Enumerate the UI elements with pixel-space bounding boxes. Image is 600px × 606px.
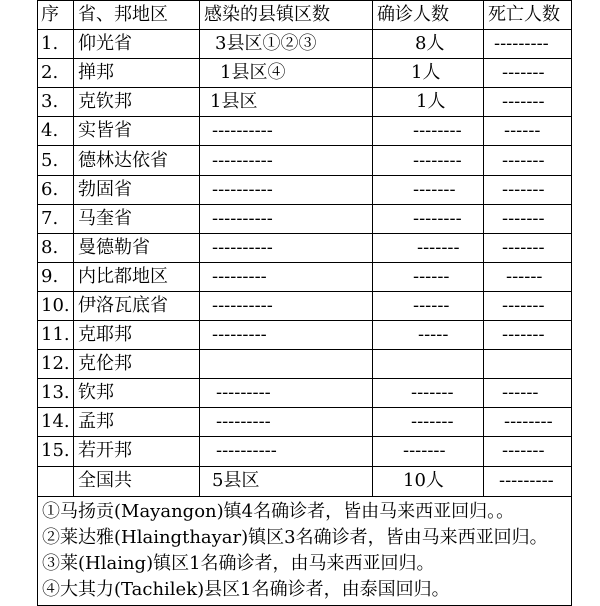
- total-counties: 5县区: [200, 466, 373, 496]
- table-row: [38, 204, 572, 233]
- row-region: 勃固省: [74, 175, 200, 204]
- row-counties: ----------: [200, 175, 373, 204]
- row-counties: 1县区: [200, 88, 373, 117]
- row-region: 克伦邦: [74, 350, 200, 379]
- table-row: [38, 30, 572, 59]
- table-row: [38, 146, 572, 175]
- row-deaths: [484, 350, 572, 379]
- row-counties: ----------: [200, 146, 373, 175]
- row-deaths: ------: [484, 117, 572, 146]
- row-region: 克钦邦: [74, 88, 200, 117]
- row-deaths: -------: [484, 233, 572, 262]
- row-deaths: -------: [484, 175, 572, 204]
- row-seq: 13.: [38, 379, 74, 408]
- case-table-document: [37, 0, 572, 606]
- table-row: [38, 117, 572, 146]
- row-counties: ---------: [200, 379, 373, 408]
- row-deaths: -------: [484, 88, 572, 117]
- total-seq: [38, 466, 74, 496]
- row-counties: ----------: [200, 117, 373, 146]
- row-deaths: -------: [484, 321, 572, 350]
- table-row: [38, 321, 572, 350]
- table-row: [38, 175, 572, 204]
- row-counties: ----------: [200, 437, 373, 466]
- row-region: 钦邦: [74, 379, 200, 408]
- row-seq: 5.: [38, 146, 74, 175]
- row-seq: 7.: [38, 204, 74, 233]
- row-deaths: ---------: [484, 30, 572, 59]
- table-row: [38, 379, 572, 408]
- row-seq: 9.: [38, 262, 74, 291]
- total-label: 全国共: [74, 466, 200, 496]
- footnotes: [38, 496, 572, 605]
- row-seq: 14.: [38, 408, 74, 437]
- table-row: [38, 291, 572, 320]
- row-counties: 1县区④: [200, 59, 373, 88]
- row-confirmed: 8人: [373, 30, 484, 59]
- row-region: 实皆省: [74, 117, 200, 146]
- row-seq: 6.: [38, 175, 74, 204]
- row-counties: [200, 350, 373, 379]
- row-seq: 1.: [38, 30, 74, 59]
- row-confirmed: --------: [373, 117, 484, 146]
- row-counties: ---------: [200, 262, 373, 291]
- row-region: 德林达依省: [74, 146, 200, 175]
- row-confirmed: -------: [373, 379, 484, 408]
- row-seq: 2.: [38, 59, 74, 88]
- row-confirmed: -----: [373, 321, 484, 350]
- row-region: 曼德勒省: [74, 233, 200, 262]
- row-confirmed: -------: [373, 233, 484, 262]
- table-row: [38, 350, 572, 379]
- row-deaths: ------: [484, 379, 572, 408]
- header-counties: 感染的县镇区数: [200, 1, 373, 30]
- row-confirmed: -------: [373, 408, 484, 437]
- row-counties: ---------: [200, 321, 373, 350]
- row-counties: ----------: [200, 291, 373, 320]
- row-confirmed: 1人: [373, 59, 484, 88]
- header-deaths: 死亡人数: [484, 1, 572, 30]
- row-region: 克耶邦: [74, 321, 200, 350]
- row-region: 仰光省: [74, 30, 200, 59]
- notes-row: [38, 496, 572, 605]
- row-confirmed: --------: [373, 146, 484, 175]
- row-seq: 15.: [38, 437, 74, 466]
- header-seq: 序: [38, 1, 74, 30]
- row-region: 内比都地区: [74, 262, 200, 291]
- row-seq: 12.: [38, 350, 74, 379]
- total-confirmed: 10人: [373, 466, 484, 496]
- case-table: [37, 0, 572, 606]
- row-deaths: -------: [484, 59, 572, 88]
- table-row: [38, 59, 572, 88]
- footnote-line: ①马扬贡(Mayangon)镇4名确诊者，皆由马来西亚回归。。: [42, 500, 515, 522]
- row-deaths: -------: [484, 204, 572, 233]
- total-row: [38, 466, 572, 496]
- row-confirmed: --------: [373, 204, 484, 233]
- header-region: 省、邦地区: [74, 1, 200, 30]
- row-confirmed: [373, 350, 484, 379]
- row-deaths: -------: [484, 291, 572, 320]
- row-seq: 10.: [38, 291, 74, 320]
- row-confirmed: ------: [373, 291, 484, 320]
- total-deaths: ---------: [484, 466, 572, 496]
- row-seq: 4.: [38, 117, 74, 146]
- row-confirmed: ------: [373, 262, 484, 291]
- row-confirmed: 1人: [373, 88, 484, 117]
- row-deaths: -------: [484, 437, 572, 466]
- row-counties: ---------: [200, 408, 373, 437]
- footnote-line: ②莱达雅(Hlaingthayar)镇区3名确诊者，皆由马来西亚回归。: [42, 526, 548, 548]
- table-row: [38, 88, 572, 117]
- row-counties: 3县区①②③: [200, 30, 373, 59]
- table-row: [38, 262, 572, 291]
- row-deaths: ------: [484, 262, 572, 291]
- table-row: [38, 408, 572, 437]
- header-confirmed: 确诊人数: [373, 1, 484, 30]
- row-seq: 8.: [38, 233, 74, 262]
- row-seq: 11.: [38, 321, 74, 350]
- row-counties: ----------: [200, 233, 373, 262]
- row-region: 掸邦: [74, 59, 200, 88]
- row-deaths: --------: [484, 408, 572, 437]
- row-region: 马奎省: [74, 204, 200, 233]
- row-seq: 3.: [38, 88, 74, 117]
- row-confirmed: -------: [373, 437, 484, 466]
- table-row: [38, 233, 572, 262]
- row-counties: ----------: [200, 204, 373, 233]
- footnote-line: ③莱(Hlaing)镇区1名确诊者，由马来西亚回归。: [42, 552, 435, 574]
- table-row: [38, 437, 572, 466]
- row-region: 若开邦: [74, 437, 200, 466]
- row-region: 伊洛瓦底省: [74, 291, 200, 320]
- row-region: 孟邦: [74, 408, 200, 437]
- row-confirmed: -------: [373, 175, 484, 204]
- table-header-row: [38, 1, 572, 30]
- footnote-line: ④大其力(Tachilek)县区1名确诊者，由泰国回归。: [42, 578, 450, 600]
- row-deaths: -------: [484, 146, 572, 175]
